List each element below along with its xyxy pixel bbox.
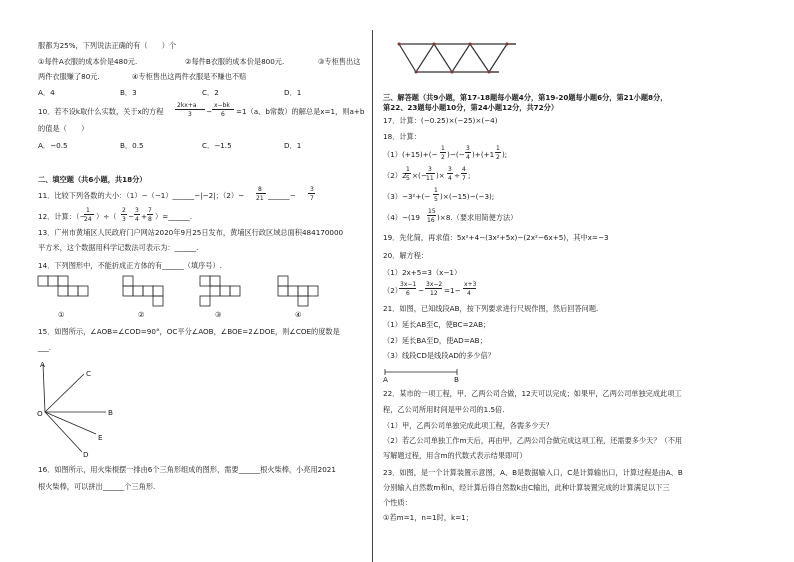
net-label-1: ① (58, 310, 65, 319)
cube-net-3 (200, 276, 240, 306)
ray-OC (45, 374, 84, 412)
q21-3: （3）线段CD是线段AD的多少倍？ (383, 351, 495, 360)
q12-mid: ）÷（ (96, 212, 117, 221)
q20-2-f3n: x+3 (464, 281, 477, 288)
point-label-A: A (40, 360, 45, 369)
ray-OD (45, 412, 82, 452)
q20-2-b: − (418, 286, 425, 295)
q20-2-f3d: 4 (467, 290, 471, 297)
q22-line1: 22．某市的一项工程，甲、乙两公司合做，12天可以完成；如果甲，乙两公司单独完成此项工 (383, 389, 682, 398)
q11-frac1-den: 21 (256, 195, 264, 202)
q11-text: 11．比较下列各数的大小：（1）−（−1）______−|−2|；（2）− (38, 191, 245, 200)
q16-line2: 根火柴棒，可以拼出______个三角形. (38, 482, 156, 491)
q22-line5: 写解题过程，用含m的代数式表示结果即可） (383, 451, 527, 460)
q12-frac1-num: 1 (86, 207, 90, 214)
matchstick-triangles-figure (394, 38, 524, 78)
q20-2-f2d: 12 (430, 290, 438, 297)
column-divider (372, 30, 373, 562)
q18-1-f2d: 4 (466, 154, 470, 161)
q20-2-c: =1− (444, 286, 461, 295)
q10-minus: − (206, 107, 213, 116)
q10-frac1-num: 2kx+a (177, 102, 197, 109)
q18-2-f4n: 4 (462, 166, 466, 173)
segment-label-A: A (383, 375, 388, 384)
q9-s1: ①每件A衣服的成本价是480元. (38, 57, 138, 66)
ray-OE (45, 412, 96, 434)
q9-s5: ④专柜售出这两件衣服是不赚也不赔 (132, 72, 247, 81)
q20-2-f1d: 6 (406, 290, 410, 297)
q9-s3: ③专柜售出这 (318, 57, 361, 66)
q10-stem2: =1（a、b常数）的解总是x=1，则a+b (236, 107, 365, 116)
cube-net-1 (38, 276, 88, 296)
q18-2-f3n: 3 (448, 166, 452, 173)
left-column (0, 0, 372, 562)
q10-option-c: C．−1.5 (202, 141, 232, 150)
q10-option-b: B．0.5 (120, 141, 144, 150)
q9-s2: ②每件B衣服的成本价是800元. (185, 57, 285, 66)
q12-frac3-den: 4 (135, 216, 139, 223)
q22-line4: （2）若乙公司单独工作m天后，再由甲，乙两公司合做完成这项工程，还需要多少天？（不用 (383, 436, 683, 445)
q12-minus1: − (128, 212, 135, 221)
q18-text: 18．计算： (383, 132, 421, 141)
q18-2-c: )× (436, 171, 445, 180)
q9-stem: 服都为25%，下列说法正确的有（ ）个 (38, 41, 177, 50)
q20-1: （1）2x+5=3（x−1） (383, 268, 462, 277)
cube-nets-figure (38, 276, 358, 320)
q18-2-f4d: 7 (462, 175, 466, 182)
q19-text: 19．先化简，再求值：5x²+4−(3x²+5x)−(2x²−6x+5)，其中x=−3 (383, 233, 609, 242)
q15-line1: 15．如图所示，∠AOB=∠COD=90°，OC平分∠AOB，∠BOE=2∠DOE，则∠COE的度数是 (38, 327, 340, 336)
q10-frac2-den: 6 (221, 111, 225, 118)
q9-option-d: D．1 (284, 88, 302, 97)
q12-text: 12．计算：（− (38, 212, 86, 221)
q18-2-f2d: 11 (426, 175, 434, 182)
q18-3-f1n: 1 (434, 187, 438, 194)
q18-1-f1n: 1 (441, 145, 445, 152)
q14-text: 14．下列图形中，不能折成正方体的有______（填序号）. (38, 261, 222, 270)
q18-2-e: ; (468, 171, 471, 180)
right-column (378, 0, 794, 562)
q21-text: 21．如图，已知线段AB，按下列要求进行尺规作图，然后回答问题. (383, 304, 599, 313)
q18-2-f1d: 5 (406, 175, 410, 182)
q10-stem: 10．若不设k取什么实数，关于x的方程 (38, 107, 164, 116)
point-label-C: C (86, 369, 92, 378)
q12-tail: ）=______. (155, 212, 193, 221)
q18-3-f1d: 5 (434, 196, 438, 203)
segment-label-B: B (454, 375, 459, 384)
q13-line1: 13．广州市黄埔区人民政府门户网站2020年9月25日发布，黄埔区行政区域总面积484170000 (38, 228, 344, 237)
q18-4-a: （4）−(19 (383, 213, 420, 222)
q18-2-f1n: 1 (406, 166, 410, 173)
q20-2-a: （2） (383, 286, 402, 295)
q21-1: （1）延长AB至C，使BC=2AB； (383, 320, 491, 329)
q9-s4: 两件衣服赚了80元. (38, 72, 100, 81)
q18-2-f3d: 4 (448, 175, 452, 182)
q12-frac2-num: 2 (122, 207, 126, 214)
q18-1-c: )+(+1 (472, 150, 495, 159)
q20-text: 20．解方程： (383, 251, 429, 260)
net-label-3: ③ (215, 310, 222, 319)
net-label-4: ④ (295, 310, 302, 319)
q20-2-f1n: 3x−1 (400, 281, 417, 288)
cube-net-4 (278, 276, 318, 306)
q10-option-a: A．−0.5 (38, 141, 68, 150)
q11-frac1-num: 8 (258, 186, 262, 193)
q22-line3: （1）甲，乙两公司单独完成此项工程，各需多少天？ (383, 421, 553, 430)
q18-3-b: )×(−15)−(−3); (440, 192, 495, 201)
q18-1-f3d: 2 (496, 154, 500, 161)
section3-title-2: 第22、23题每小题10分，第24小题12分，共72分） (383, 103, 559, 112)
q22-line2: 程，乙公司所用时间是甲公司的1.5倍. (383, 405, 505, 414)
q18-4-f1n: 15 (428, 208, 436, 215)
q10-frac2-num: x−bk (214, 102, 230, 109)
q12-frac4-num: 7 (148, 207, 152, 214)
q23-line2: 分别输入自然数m和n，经计算后得自然数k由C输出，此种计算装置完成的计算满足以下三 (383, 483, 670, 492)
q18-1-f1d: 2 (441, 154, 445, 161)
q12-frac2-den: 3 (122, 216, 126, 223)
net-label-2: ② (138, 310, 145, 319)
q11-frac2-num: 3 (310, 186, 314, 193)
q11-frac2-den: 7 (310, 195, 314, 202)
q15-line2: ___. (38, 343, 52, 352)
point-label-E: E (98, 433, 103, 442)
q17-text: 17．计算：(−0.25)×(−25)×(−4) (383, 116, 498, 125)
q10-option-d: D．1 (284, 141, 302, 150)
q13-line2: 平方米，这个数据用科学记数法可表示为：______. (38, 243, 199, 252)
q18-2-f2n: 3 (428, 166, 432, 173)
q16-line1: 16．如图所示，用火柴棍摆一排由6个三角形组成的图形，需要______根火柴棒，小亮用2021 (38, 465, 336, 474)
q18-2-b: ×(− (412, 171, 427, 180)
q18-1-a: （1）(+15)+(− (383, 150, 438, 159)
q18-1-d: ); (502, 150, 508, 159)
q18-1-f3n: 1 (496, 145, 500, 152)
section2-title: 二、填空题（共6小题，共18分） (38, 175, 147, 184)
q9-option-c: C．2 (202, 88, 219, 97)
angle-figure (38, 360, 128, 460)
q23-line4: ①若m=1，n=1时，k=1； (383, 513, 473, 522)
q23-line1: 23．如图，是一个计算装置示意图，A、B是数据输入口，C是计算输出口，计算过程是由A、B (383, 468, 683, 477)
q20-2-f2n: 3x−2 (426, 281, 443, 288)
q11-tail: ______− (268, 191, 296, 200)
q23-line3: 个性质： (383, 498, 412, 507)
q18-4-b: )×8.（要求用简便方法） (437, 213, 518, 222)
q18-3-a: （3）−3²+(− (383, 192, 431, 201)
q18-2-d: ÷ (454, 171, 461, 180)
point-label-D: D (83, 450, 89, 459)
q10-stem3: 的值是（ ） (38, 124, 89, 133)
q12-frac1-den: 24 (84, 216, 92, 223)
q18-4-f1d: 16 (427, 217, 435, 224)
q18-2-a: （2）2 (383, 171, 407, 180)
q10-frac1-den: 3 (188, 111, 192, 118)
q18-1-f2n: 3 (466, 145, 470, 152)
cube-net-2 (123, 276, 163, 306)
q12-frac4-den: 8 (148, 216, 152, 223)
q18-1-b: )−(− (447, 150, 465, 159)
q21-2: （2）延长BA至D，使AD=AB； (383, 336, 487, 345)
q9-option-a: A．4 (38, 88, 55, 97)
q12-frac3-num: 3 (135, 207, 139, 214)
section3-title-1: 三、解答题（共9小题，第17-18题每小题4分，第19-20题每小题6分，第21小题8分， (383, 93, 668, 102)
point-label-O: O (37, 409, 43, 418)
point-label-B: B (108, 408, 113, 417)
segment-AB-figure (383, 368, 463, 376)
q9-option-b: B．3 (120, 88, 137, 97)
q12-plus: + (141, 212, 148, 221)
ray-OA (43, 364, 45, 412)
